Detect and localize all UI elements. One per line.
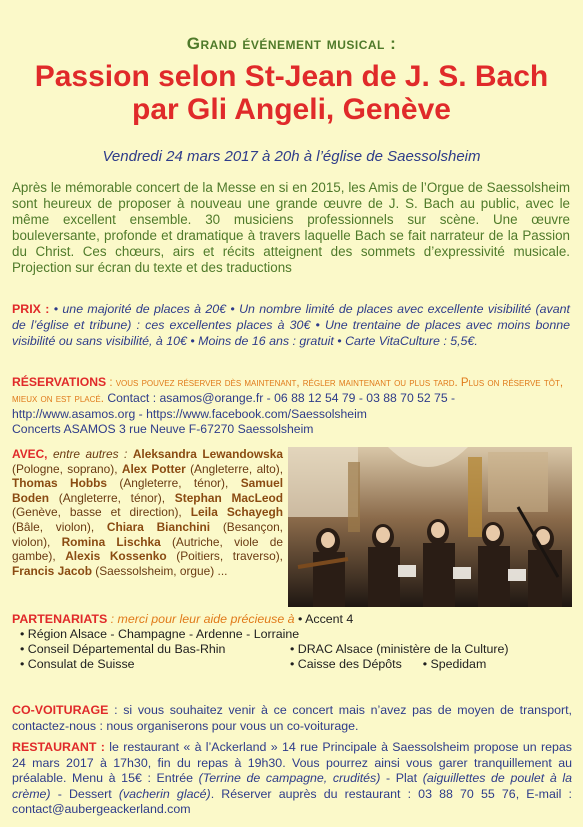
musician-detail: (Besançon, violon), bbox=[12, 519, 283, 549]
musician-name: Leila Schayegh bbox=[190, 505, 283, 520]
avec-section bbox=[12, 447, 283, 578]
covoiturage-label: CO-VOITURAGE bbox=[12, 703, 109, 717]
restaurant-text-3: - Dessert bbox=[50, 786, 119, 801]
covoiturage-section bbox=[12, 702, 572, 734]
intro-paragraph: Après le mémorable concert de la Messe en si en 2015, les Amis de l’Orgue de Saessolsheim sont heureux de proposer à nouveau une grande œuvre de J. S. Bach au public, avec le même excellent ensemble. 30 musiciens professionnels sur scène. Une œuvre bouleversante, profonde et dramatique à travers laquelle Bach se fait narrateur de la Passion du Christ. Ces chœurs, airs et récits atteignent des sommets d’expressivité musicale. Projection sur écran du texte et des traductions bbox=[12, 180, 570, 275]
musician-name: Romina Lischka bbox=[61, 534, 161, 549]
musician-name: Aleksandra Lewandowska bbox=[132, 447, 284, 461]
musician-detail: (Angleterre, ténor), bbox=[106, 476, 241, 491]
avec-intro: entre autres : bbox=[47, 447, 133, 461]
prix-label: PRIX : bbox=[12, 302, 50, 316]
reservations-label: RÉSERVATIONS bbox=[12, 375, 107, 389]
restaurant-note-dessert: (vacherin glacé) bbox=[118, 786, 211, 801]
reservations-address: Concerts ASAMOS 3 rue Neuve F-67270 Saessolsheim bbox=[12, 422, 314, 436]
restaurant-label: RESTAURANT : bbox=[12, 740, 105, 754]
musician-name: Stephan MacLeod bbox=[174, 490, 284, 505]
partner-item: • Caisse des Dépôts bbox=[290, 657, 402, 671]
restaurant-note-plat: (aiguillettes de poulet à la crème) bbox=[12, 771, 572, 801]
partner-item: • Spedidam bbox=[422, 657, 487, 671]
reservations-contact: Contact : asamos@orange.fr - 06 88 12 54 79 - 03 88 70 52 75 - http://www.asamos.org - https://www.facebook.com/Saessolsheim bbox=[12, 391, 456, 421]
musician-name: Alex Potter bbox=[121, 461, 186, 476]
covoiturage-text: : si vous souhaitez venir à ce concert mais n’avez pas de moyen de transport, contactez-nous : nous organiserons pour vous un co-voiturage. bbox=[12, 703, 572, 733]
musician-detail: (Poitiers, traverso), bbox=[166, 549, 283, 564]
musician-detail: (Pologne, soprano), bbox=[12, 461, 122, 476]
restaurant-text-1: le restaurant « à l’Ackerland » 14 rue Principale à Saessolsheim propose un repas 24 mars 2017 à 17h30, fin du repas à 19h30. Vous pourrez ainsi vous garer tranquillement au préalable. Menu à 15€ : Entrée bbox=[12, 740, 572, 785]
kicker-heading: Grand événement musical : bbox=[186, 34, 397, 53]
musician-detail: (Angleterre, alto), bbox=[185, 461, 284, 476]
partner-item: • DRAC Alsace (ministère de la Culture) bbox=[290, 642, 509, 656]
partner-item: • Région Alsace - Champagne - Ardenne - Lorraine bbox=[20, 627, 300, 641]
concert-photo bbox=[288, 447, 572, 607]
musician-detail: (Angleterre, ténor), bbox=[49, 490, 175, 505]
partenariats-label: PARTENARIATS bbox=[12, 612, 108, 626]
partenariats-merci: : merci pour leur aide précieuse à bbox=[107, 612, 299, 626]
partner-item-group bbox=[290, 657, 580, 672]
event-title-line-1: Passion selon St-Jean de J. S. Bach bbox=[34, 60, 549, 93]
prix-text: • une majorité de places à 20€ • Un nombre limité de places avec excellente visibilité (avant de l’église et tribune) : ces excellentes places à 30€ • Une trentaine de places avec moins bonne visibilité ou sans visibilité, à 10€ • Moins de 16 ans : gratuit • Carte VitaCulture : 5,5€. bbox=[12, 302, 570, 348]
reservations-text: : vous pouvez réserver dès maintenant, régler maintenant ou plus tard. Plus on réserve tôt, mieux on est placé. bbox=[12, 377, 564, 405]
event-dateline: Vendredi 24 mars 2017 à 20h à l’église de Saessolsheim bbox=[102, 148, 481, 165]
concert-photo-image bbox=[288, 447, 572, 607]
musician-name: Alexis Kossenko bbox=[65, 549, 167, 564]
partner-grid bbox=[20, 627, 572, 672]
musician-detail: (Genève, basse et direction), bbox=[12, 505, 191, 520]
prix-section bbox=[12, 301, 570, 349]
musician-name: Chiara Bianchini bbox=[106, 519, 211, 534]
restaurant-section bbox=[12, 740, 572, 818]
event-title-line-2: par Gli Angeli, Genève bbox=[132, 93, 451, 126]
musician-name: Francis Jacob bbox=[12, 563, 92, 578]
reservations-section bbox=[12, 375, 572, 437]
restaurant-note-entree: (Terrine de campagne, crudités) bbox=[198, 771, 381, 785]
partner-item: • Accent 4 bbox=[298, 612, 354, 626]
musician-detail: (Autriche, viole de gambe), bbox=[12, 534, 283, 564]
musician-name: Thomas Hobbs bbox=[12, 476, 107, 491]
partenariats-section bbox=[12, 612, 572, 672]
event-title bbox=[0, 60, 583, 126]
musician-detail: (Saessolsheim, orgue) ... bbox=[91, 563, 228, 578]
partner-item: • Conseil Départemental du Bas-Rhin bbox=[20, 642, 226, 656]
musician-list bbox=[12, 447, 283, 578]
restaurant-text-4: . Réserver auprès du restaurant : 03 88 70 55 76, E-mail : contact@aubergeackerland.com bbox=[12, 786, 572, 816]
musician-name: Samuel Boden bbox=[12, 476, 283, 505]
restaurant-text-2: - Plat bbox=[380, 771, 423, 785]
partner-item: • Consulat de Suisse bbox=[20, 657, 135, 671]
avec-label: AVEC, bbox=[12, 447, 48, 461]
musician-detail: (Bâle, violon), bbox=[12, 519, 107, 534]
